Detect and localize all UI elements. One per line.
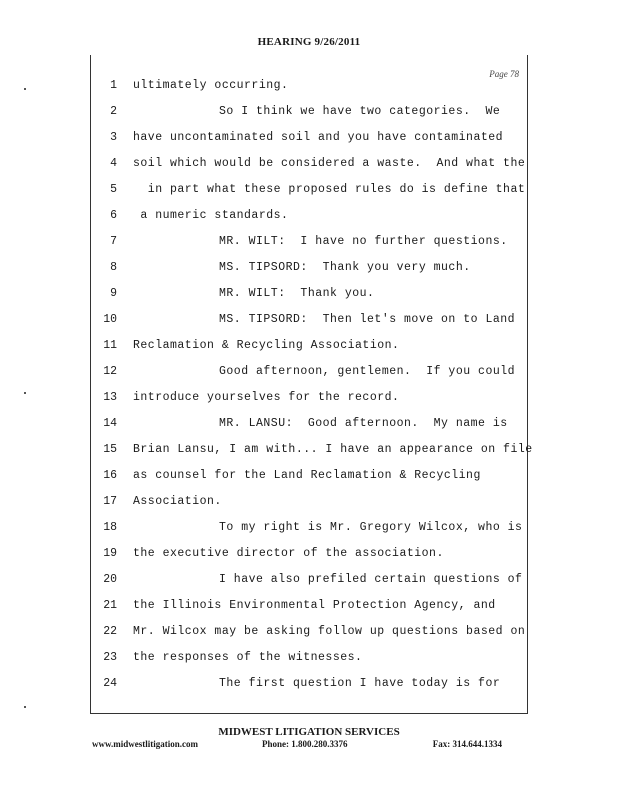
transcript-page-frame bbox=[90, 55, 533, 714]
transcript-line bbox=[91, 466, 527, 486]
line-number: 21 bbox=[103, 599, 117, 612]
line-text: MR. LANSU: Good afternoon. My name is bbox=[219, 417, 508, 430]
line-number: 11 bbox=[103, 339, 117, 352]
line-text: have uncontaminated soil and you have contaminated bbox=[133, 131, 504, 144]
transcript-line bbox=[91, 648, 527, 668]
line-text: MR. WILT: Thank you. bbox=[219, 287, 375, 300]
transcript-line bbox=[91, 206, 527, 226]
line-number: 2 bbox=[110, 105, 117, 118]
line-text: Reclamation & Recycling Association. bbox=[133, 339, 400, 352]
transcript-line bbox=[91, 154, 527, 174]
line-number: 18 bbox=[103, 521, 117, 534]
transcript-line bbox=[91, 622, 527, 642]
line-text: the Illinois Environmental Protection Agency, and bbox=[133, 599, 496, 612]
transcript-line bbox=[91, 414, 527, 434]
line-number: 3 bbox=[110, 131, 117, 144]
hearing-header: HEARING 9/26/2011 bbox=[257, 36, 361, 48]
transcript-line bbox=[91, 596, 527, 616]
transcript-line bbox=[91, 544, 527, 564]
line-number: 19 bbox=[103, 547, 117, 560]
line-text: Brian Lansu, I am with... I have an appearance on file bbox=[133, 443, 533, 456]
footer-phone: Phone: 1.800.280.3376 bbox=[262, 739, 348, 749]
transcript-line bbox=[91, 440, 533, 460]
transcript-line bbox=[91, 518, 527, 538]
line-number: 23 bbox=[103, 651, 117, 664]
line-number: 5 bbox=[110, 183, 117, 196]
transcript-line bbox=[91, 180, 527, 200]
margin-mark bbox=[24, 88, 26, 90]
line-number: 10 bbox=[103, 313, 117, 326]
transcript-line bbox=[91, 362, 527, 382]
line-text: ultimately occurring. bbox=[133, 79, 289, 92]
transcript-line bbox=[91, 232, 527, 252]
line-number: 13 bbox=[103, 391, 117, 404]
footer-contact-row bbox=[92, 739, 502, 753]
transcript-line bbox=[91, 284, 527, 304]
line-text: a numeric standards. bbox=[133, 209, 289, 222]
line-number: 1 bbox=[110, 79, 117, 92]
line-number: 14 bbox=[103, 417, 117, 430]
line-text: MS. TIPSORD: Thank you very much. bbox=[219, 261, 471, 274]
line-number: 6 bbox=[110, 209, 117, 222]
transcript-line bbox=[91, 258, 527, 278]
line-number: 4 bbox=[110, 157, 117, 170]
line-text: Mr. Wilcox may be asking follow up questions based on bbox=[133, 625, 526, 638]
line-text: To my right is Mr. Gregory Wilcox, who is bbox=[219, 521, 523, 534]
line-text: introduce yourselves for the record. bbox=[133, 391, 400, 404]
page-number: Page 78 bbox=[489, 69, 519, 79]
transcript-line bbox=[91, 128, 527, 148]
transcript-line bbox=[91, 310, 527, 330]
transcript-line bbox=[91, 492, 527, 512]
line-text: I have also prefiled certain questions of bbox=[219, 573, 523, 586]
line-number: 24 bbox=[103, 677, 117, 690]
transcript-line bbox=[91, 570, 527, 590]
line-number: 12 bbox=[103, 365, 117, 378]
line-text: soil which would be considered a waste. And what the bbox=[133, 157, 526, 170]
transcript-line bbox=[91, 388, 527, 408]
line-number: 16 bbox=[103, 469, 117, 482]
line-number: 17 bbox=[103, 495, 117, 508]
line-number: 9 bbox=[110, 287, 117, 300]
line-number: 7 bbox=[110, 235, 117, 248]
line-text: in part what these proposed rules do is define that bbox=[133, 183, 526, 196]
line-text: So I think we have two categories. We bbox=[219, 105, 501, 118]
margin-mark bbox=[24, 392, 26, 394]
line-number: 15 bbox=[103, 443, 117, 456]
line-text: MS. TIPSORD: Then let's move on to Land bbox=[219, 313, 516, 326]
transcript-line bbox=[91, 674, 527, 694]
transcript-line bbox=[91, 336, 527, 356]
transcript-line bbox=[91, 76, 527, 96]
footer-fax: Fax: 314.644.1334 bbox=[432, 739, 502, 749]
line-text: MR. WILT: I have no further questions. bbox=[219, 235, 508, 248]
line-number: 8 bbox=[110, 261, 117, 274]
line-text: Good afternoon, gentlemen. If you could bbox=[219, 365, 516, 378]
line-text: the responses of the witnesses. bbox=[133, 651, 363, 664]
line-text: as counsel for the Land Reclamation & Recycling bbox=[133, 469, 481, 482]
margin-mark bbox=[24, 706, 26, 708]
line-text: the executive director of the association. bbox=[133, 547, 444, 560]
line-number: 20 bbox=[103, 573, 117, 586]
transcript-line bbox=[91, 102, 527, 122]
footer-company: MIDWEST LITIGATION SERVICES bbox=[218, 726, 400, 738]
line-number: 22 bbox=[103, 625, 117, 638]
line-text: Association. bbox=[133, 495, 222, 508]
footer-website: www.midwestlitigation.com bbox=[92, 739, 198, 749]
line-text: The first question I have today is for bbox=[219, 677, 501, 690]
